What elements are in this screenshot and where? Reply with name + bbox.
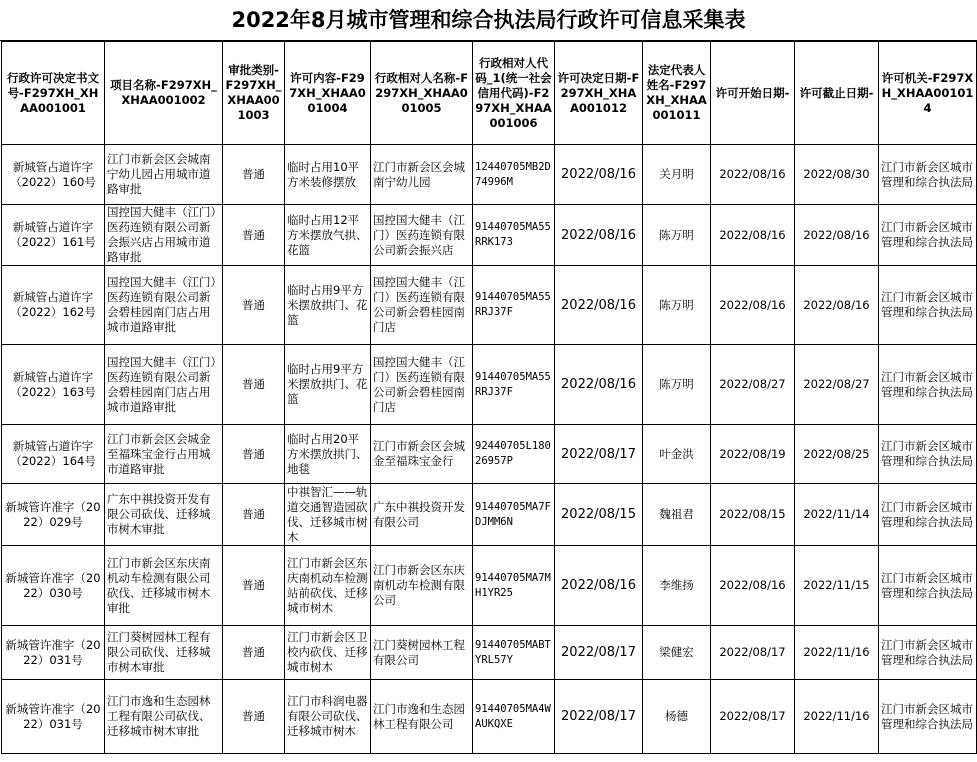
cell-decision-no: 新城管占道许字（2022）162号 <box>2 266 105 345</box>
cell-party-code: 91440705MA4WAUKQXE <box>473 680 555 754</box>
table-row <box>2 546 977 626</box>
cell-project-name: 江门市新会区会城金至福珠宝金行占用城市道路审批 <box>105 425 223 484</box>
col-header-legal-rep: 法定代表人姓名-F297XH_XHAA001011 <box>643 42 711 145</box>
cell-legal-rep: 陈万明 <box>643 205 711 266</box>
cell-project-name: 江门市新会区会城南宁幼儿园占用城市道路审批 <box>105 145 223 205</box>
cell-decision-date: 2022/08/17 <box>555 626 643 680</box>
cell-party-name: 国控国大健丰（江门）医药连锁有限公司新会碧桂园南门店 <box>371 266 473 345</box>
cell-approval-type: 普通 <box>223 626 285 680</box>
cell-legal-rep: 叶金洪 <box>643 425 711 484</box>
cell-party-name: 国控国大健丰（江门）医药连锁有限公司新会振兴店 <box>371 205 473 266</box>
cell-legal-rep: 魏祖君 <box>643 484 711 546</box>
cell-end-date: 2022/11/16 <box>795 626 879 680</box>
cell-authority: 江门市新会区城市管理和综合执法局 <box>879 145 977 205</box>
cell-permit-content: 江门市新会区卫校内砍伐、迁移城市树木 <box>285 626 371 680</box>
cell-legal-rep: 梁健宏 <box>643 626 711 680</box>
cell-approval-type: 普通 <box>223 425 285 484</box>
cell-party-code: 91440705MA55RRJ37F <box>473 345 555 425</box>
cell-decision-no: 新城管占道许字（2022）160号 <box>2 145 105 205</box>
cell-legal-rep: 陈万明 <box>643 266 711 345</box>
cell-approval-type: 普通 <box>223 680 285 754</box>
cell-end-date: 2022/08/16 <box>795 205 879 266</box>
cell-authority: 江门市新会区城市管理和综合执法局 <box>879 425 977 484</box>
cell-approval-type: 普通 <box>223 345 285 425</box>
cell-end-date: 2022/08/16 <box>795 266 879 345</box>
cell-party-code: 91440705MA55RRK173 <box>473 205 555 266</box>
cell-permit-content: 江门市科润电器有限公司砍伐、迁移城市树木 <box>285 680 371 754</box>
cell-decision-date: 2022/08/16 <box>555 205 643 266</box>
cell-decision-date: 2022/08/15 <box>555 484 643 546</box>
cell-legal-rep: 李维扬 <box>643 546 711 626</box>
cell-authority: 江门市新会区城市管理和综合执法局 <box>879 266 977 345</box>
table-row <box>2 205 977 266</box>
cell-permit-content: 中祺智汇——轨道交通智造园砍伐、迁移城市树木 <box>285 484 371 546</box>
cell-start-date: 2022/08/16 <box>711 266 795 345</box>
cell-end-date: 2022/08/30 <box>795 145 879 205</box>
cell-permit-content: 临时占用12平方米摆放气拱、花篮 <box>285 205 371 266</box>
table-row <box>2 680 977 754</box>
cell-party-name: 江门市逸和生态园林工程有限公司 <box>371 680 473 754</box>
cell-decision-no: 新城管占道许字（2022）164号 <box>2 425 105 484</box>
cell-decision-date: 2022/08/17 <box>555 680 643 754</box>
cell-decision-no: 新城管许准字（2022）030号 <box>2 546 105 626</box>
cell-end-date: 2022/08/27 <box>795 345 879 425</box>
cell-party-name: 国控国大健丰（江门）医药连锁有限公司新会碧桂园南门店 <box>371 345 473 425</box>
cell-decision-date: 2022/08/16 <box>555 345 643 425</box>
cell-legal-rep: 杨德 <box>643 680 711 754</box>
col-header-decision-no: 行政许可决定书文号-F297XH_XHAA001001 <box>2 42 105 145</box>
cell-decision-date: 2022/08/16 <box>555 546 643 626</box>
cell-approval-type: 普通 <box>223 546 285 626</box>
cell-permit-content: 临时占用10平方米装修摆放 <box>285 145 371 205</box>
table-row <box>2 345 977 425</box>
cell-approval-type: 普通 <box>223 484 285 546</box>
col-header-permit-content: 许可内容-F297XH_XHAA001004 <box>285 42 371 145</box>
table-row <box>2 425 977 484</box>
cell-party-code: 91440705MA55RRJ37F <box>473 266 555 345</box>
cell-decision-no: 新城管占道许字（2022）163号 <box>2 345 105 425</box>
cell-permit-content: 临时占用9平方米摆放拱门、花篮 <box>285 345 371 425</box>
cell-permit-content: 临时占用20平方米摆放拱门、地毯 <box>285 425 371 484</box>
cell-party-code: 12440705MB2D74996M <box>473 145 555 205</box>
cell-start-date: 2022/08/16 <box>711 205 795 266</box>
cell-project-name: 江门市逸和生态园林工程有限公司砍伐、迁移城市树木审批 <box>105 680 223 754</box>
cell-legal-rep: 陈万明 <box>643 345 711 425</box>
cell-authority: 江门市新会区城市管理和综合执法局 <box>879 626 977 680</box>
cell-approval-type: 普通 <box>223 266 285 345</box>
cell-end-date: 2022/11/15 <box>795 546 879 626</box>
cell-authority: 江门市新会区城市管理和综合执法局 <box>879 345 977 425</box>
cell-party-code: 92440705L18026957P <box>473 425 555 484</box>
col-header-party-code: 行政相对人代码_1(统一社会信用代码)-F297XH_XHAA001006 <box>473 42 555 145</box>
col-header-decision-date: 许可决定日期-F297XH_XHAA001012 <box>555 42 643 145</box>
cell-decision-no: 新城管许准字（2022）031号 <box>2 626 105 680</box>
table-row <box>2 626 977 680</box>
cell-project-name: 广东中祺投资开发有限公司砍伐、迁移城市树木审批 <box>105 484 223 546</box>
cell-start-date: 2022/08/27 <box>711 345 795 425</box>
cell-decision-no: 新城管占道许字（2022）161号 <box>2 205 105 266</box>
cell-project-name: 江门葵树园林工程有限公司砍伐、迁移城市树木审批 <box>105 626 223 680</box>
cell-authority: 江门市新会区城市管理和综合执法局 <box>879 484 977 546</box>
cell-decision-date: 2022/08/16 <box>555 145 643 205</box>
col-header-authority: 许可机关-F297XH_XHAA001014 <box>879 42 977 145</box>
cell-party-code: 91440705MABTYRL57Y <box>473 626 555 680</box>
cell-authority: 江门市新会区城市管理和综合执法局 <box>879 205 977 266</box>
cell-decision-date: 2022/08/17 <box>555 425 643 484</box>
cell-authority: 江门市新会区城市管理和综合执法局 <box>879 546 977 626</box>
cell-decision-no: 新城管许准字（2022）029号 <box>2 484 105 546</box>
col-header-party-name: 行政相对人名称-F297XH_XHAA001005 <box>371 42 473 145</box>
table-row <box>2 266 977 345</box>
cell-start-date: 2022/08/15 <box>711 484 795 546</box>
cell-start-date: 2022/08/16 <box>711 546 795 626</box>
cell-end-date: 2022/08/25 <box>795 425 879 484</box>
cell-party-name: 江门市新会区会城金至福珠宝金行 <box>371 425 473 484</box>
cell-decision-no: 新城管许准字（2022）031号 <box>2 680 105 754</box>
table-row <box>2 145 977 205</box>
col-header-start-date: 许可开始日期- <box>711 42 795 145</box>
cell-end-date: 2022/11/14 <box>795 484 879 546</box>
cell-start-date: 2022/08/17 <box>711 626 795 680</box>
cell-party-name: 江门市新会区东庆南机动车检测有限公司 <box>371 546 473 626</box>
page-title: 2022年8月城市管理和综合执法局行政许可信息采集表 <box>0 0 977 41</box>
cell-start-date: 2022/08/17 <box>711 680 795 754</box>
cell-decision-date: 2022/08/16 <box>555 266 643 345</box>
cell-project-name: 国控国大健丰（江门）医药连锁有限公司新会碧桂园南门店占用城市道路审批 <box>105 345 223 425</box>
col-header-project-name: 项目名称-F297XH_XHAA001002 <box>105 42 223 145</box>
header-row <box>2 42 977 145</box>
cell-approval-type: 普通 <box>223 205 285 266</box>
table-row <box>2 484 977 546</box>
permit-table <box>1 41 977 754</box>
col-header-end-date: 许可截止日期- <box>795 42 879 145</box>
cell-end-date: 2022/11/16 <box>795 680 879 754</box>
cell-party-code: 91440705MA7MH1YR25 <box>473 546 555 626</box>
cell-authority: 江门市新会区城市管理和综合执法局 <box>879 680 977 754</box>
cell-start-date: 2022/08/19 <box>711 425 795 484</box>
cell-legal-rep: 关月明 <box>643 145 711 205</box>
cell-party-code: 91440705MA7FDJMM6N <box>473 484 555 546</box>
cell-permit-content: 临时占用9平方米摆放拱门、花篮 <box>285 266 371 345</box>
cell-project-name: 国控国大健丰（江门）医药连锁有限公司新会碧桂园南门店占用城市道路审批 <box>105 266 223 345</box>
cell-party-name: 广东中祺投资开发有限公司 <box>371 484 473 546</box>
cell-party-name: 江门市新会区会城南宁幼儿园 <box>371 145 473 205</box>
cell-party-name: 江门葵树园林工程有限公司 <box>371 626 473 680</box>
cell-project-name: 江门市新会区东庆南机动车检测有限公司砍伐、迁移城市树木审批 <box>105 546 223 626</box>
cell-permit-content: 江门市新会区东庆南机动车检测站前砍伐、迁移城市树木 <box>285 546 371 626</box>
cell-approval-type: 普通 <box>223 145 285 205</box>
col-header-approval-type: 审批类别-F297XH_XHAA001003 <box>223 42 285 145</box>
cell-start-date: 2022/08/16 <box>711 145 795 205</box>
cell-project-name: 国控国大健丰（江门）医药连锁有限公司新会振兴店占用城市道路审批 <box>105 205 223 266</box>
